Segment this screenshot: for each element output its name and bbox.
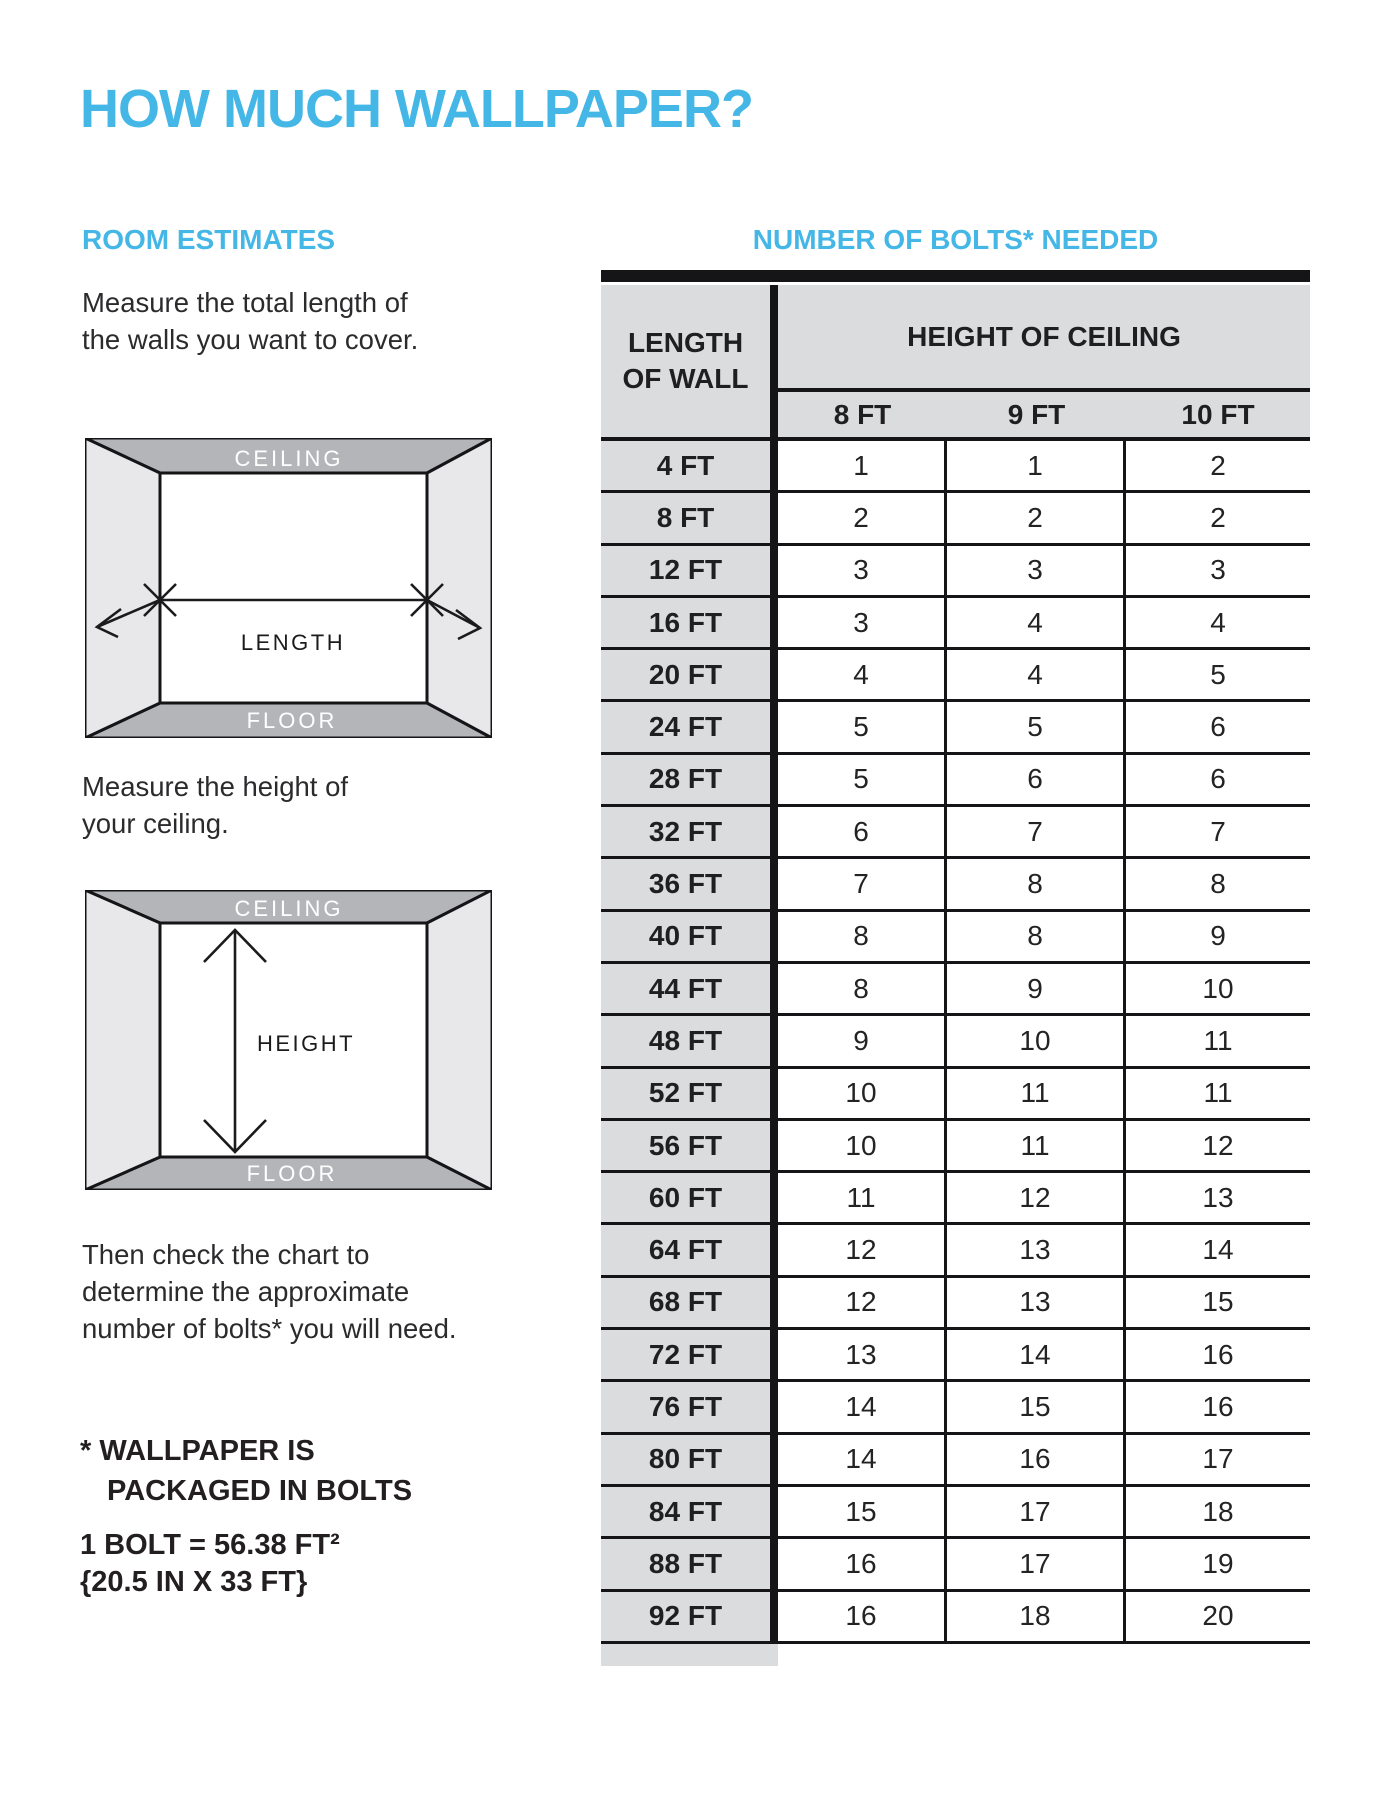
table-row — [601, 1173, 1310, 1225]
value-cell-10ft: 17 — [1126, 1435, 1310, 1487]
value-cell-9ft: 11 — [947, 1069, 1126, 1121]
value-cell-8ft: 8 — [778, 912, 947, 964]
value-cell-10ft: 16 — [1126, 1330, 1310, 1382]
row-label-cell: 28 FT — [601, 755, 778, 807]
table-row — [601, 1069, 1310, 1121]
value-cell-9ft: 7 — [947, 807, 1126, 859]
value-cell-8ft: 3 — [778, 598, 947, 650]
value-cell-10ft: 15 — [1126, 1278, 1310, 1330]
value-cell-10ft: 10 — [1126, 964, 1310, 1016]
row-label-cell: 20 FT — [601, 650, 778, 702]
step3-text — [82, 1236, 457, 1347]
row-label-cell: 92 FT — [601, 1592, 778, 1644]
value-cell-9ft: 10 — [947, 1016, 1126, 1068]
value-cell-10ft: 4 — [1126, 598, 1310, 650]
value-cell-10ft: 20 — [1126, 1592, 1310, 1644]
table-row — [601, 1016, 1310, 1068]
step3-line2: determine the approximate — [82, 1276, 410, 1307]
value-cell-8ft: 16 — [778, 1539, 947, 1591]
row-label-cell: 40 FT — [601, 912, 778, 964]
table-row — [601, 1330, 1310, 1382]
table-top-bar — [601, 270, 1310, 282]
value-cell-8ft: 12 — [778, 1225, 947, 1277]
step2-text — [82, 768, 348, 842]
table-row — [601, 1539, 1310, 1591]
value-cell-8ft: 5 — [778, 755, 947, 807]
value-cell-10ft: 19 — [1126, 1539, 1310, 1591]
bolt-size-info — [80, 1527, 340, 1601]
table-body — [601, 441, 1310, 1644]
row-label-cell: 68 FT — [601, 1278, 778, 1330]
value-cell-9ft: 9 — [947, 964, 1126, 1016]
value-cell-10ft: 9 — [1126, 912, 1310, 964]
room-height-diagram — [85, 890, 492, 1190]
row-label-cell: 76 FT — [601, 1382, 778, 1434]
table-bottom-strip — [601, 1644, 778, 1666]
column-header-8ft: 8 FT — [833, 398, 892, 430]
table-row — [601, 702, 1310, 754]
value-cell-8ft: 9 — [778, 1016, 947, 1068]
table-row — [601, 912, 1310, 964]
value-cell-10ft: 2 — [1126, 441, 1310, 493]
step1-line1: Measure the total length of — [82, 287, 408, 318]
value-cell-8ft: 7 — [778, 859, 947, 911]
value-cell-10ft: 5 — [1126, 650, 1310, 702]
value-cell-10ft: 2 — [1126, 493, 1310, 545]
value-cell-9ft: 1 — [947, 441, 1126, 493]
value-cell-8ft: 14 — [778, 1382, 947, 1434]
value-cell-10ft: 16 — [1126, 1382, 1310, 1434]
table-row — [601, 441, 1310, 493]
value-cell-10ft: 6 — [1126, 702, 1310, 754]
table-row — [601, 964, 1310, 1016]
row-label-cell: 60 FT — [601, 1173, 778, 1225]
floor-label: FLOOR — [246, 708, 338, 733]
footnote-line1: * WALLPAPER IS — [80, 1435, 315, 1467]
value-cell-9ft: 16 — [947, 1435, 1126, 1487]
right-wall-panel — [427, 890, 492, 1190]
step1-text — [82, 284, 418, 358]
row-label-cell: 72 FT — [601, 1330, 778, 1382]
value-cell-8ft: 2 — [778, 493, 947, 545]
value-cell-8ft: 6 — [778, 807, 947, 859]
height-label: HEIGHT — [257, 1031, 356, 1056]
value-cell-8ft: 11 — [778, 1173, 947, 1225]
value-cell-9ft: 13 — [947, 1278, 1126, 1330]
page-title: HOW MUCH WALLPAPER? — [80, 79, 753, 139]
row-label-cell: 64 FT — [601, 1225, 778, 1277]
step1-line2: the walls you want to cover. — [82, 324, 419, 355]
value-cell-9ft: 4 — [947, 650, 1126, 702]
step2-line1: Measure the height of — [82, 771, 349, 802]
value-cell-8ft: 4 — [778, 650, 947, 702]
room-length-diagram — [85, 438, 492, 738]
table-row — [601, 493, 1310, 545]
table-row — [601, 1382, 1310, 1434]
value-cell-8ft: 10 — [778, 1069, 947, 1121]
value-cell-9ft: 6 — [947, 755, 1126, 807]
value-cell-10ft: 18 — [1126, 1487, 1310, 1539]
height-of-ceiling-header: HEIGHT OF CEILING — [778, 285, 1310, 392]
value-cell-8ft: 8 — [778, 964, 947, 1016]
table-row — [601, 1487, 1310, 1539]
table-row — [601, 650, 1310, 702]
table-row — [601, 598, 1310, 650]
length-of-wall-header — [601, 285, 778, 441]
value-cell-10ft: 3 — [1126, 546, 1310, 598]
value-cell-10ft: 12 — [1126, 1121, 1310, 1173]
table-row — [601, 859, 1310, 911]
value-cell-9ft: 17 — [947, 1539, 1126, 1591]
value-cell-9ft: 18 — [947, 1592, 1126, 1644]
value-cell-9ft: 3 — [947, 546, 1126, 598]
table-row — [601, 1435, 1310, 1487]
left-wall-panel — [85, 890, 160, 1190]
ceiling-height-columns — [778, 392, 1310, 441]
value-cell-8ft: 5 — [778, 702, 947, 754]
value-cell-8ft: 1 — [778, 441, 947, 493]
row-label-cell: 36 FT — [601, 859, 778, 911]
row-label-cell: 32 FT — [601, 807, 778, 859]
table-row — [601, 1121, 1310, 1173]
ceiling-label: CEILING — [234, 446, 344, 471]
value-cell-10ft: 11 — [1126, 1069, 1310, 1121]
row-label-cell: 84 FT — [601, 1487, 778, 1539]
value-cell-8ft: 10 — [778, 1121, 947, 1173]
length-header-line2: OF WALL — [622, 363, 749, 394]
row-label-cell: 56 FT — [601, 1121, 778, 1173]
back-wall-panel — [160, 473, 427, 703]
value-cell-10ft: 6 — [1126, 755, 1310, 807]
value-cell-9ft: 8 — [947, 912, 1126, 964]
bolts-needed-table — [601, 270, 1310, 1666]
bolt-dimensions-line: {20.5 IN X 33 FT} — [80, 1566, 308, 1598]
table-row — [601, 546, 1310, 598]
value-cell-9ft: 17 — [947, 1487, 1126, 1539]
row-label-cell: 48 FT — [601, 1016, 778, 1068]
value-cell-10ft: 13 — [1126, 1173, 1310, 1225]
table-row — [601, 1225, 1310, 1277]
row-label-cell: 8 FT — [601, 493, 778, 545]
step2-line2: your ceiling. — [82, 808, 229, 839]
value-cell-8ft: 15 — [778, 1487, 947, 1539]
table-row — [601, 755, 1310, 807]
column-header-9ft: 9 FT — [1007, 398, 1066, 430]
value-cell-9ft: 15 — [947, 1382, 1126, 1434]
value-cell-9ft: 5 — [947, 702, 1126, 754]
length-label: LENGTH — [240, 630, 346, 655]
row-label-cell: 16 FT — [601, 598, 778, 650]
right-wall-panel — [427, 438, 492, 738]
floor-label: FLOOR — [246, 1161, 338, 1186]
value-cell-9ft: 4 — [947, 598, 1126, 650]
room-estimates-heading: ROOM ESTIMATES — [82, 224, 336, 255]
value-cell-10ft: 11 — [1126, 1016, 1310, 1068]
row-label-cell: 44 FT — [601, 964, 778, 1016]
bolts-needed-heading: NUMBER OF BOLTS* NEEDED — [752, 224, 1159, 255]
row-label-cell: 88 FT — [601, 1539, 778, 1591]
step3-line1: Then check the chart to — [82, 1239, 370, 1270]
value-cell-8ft: 14 — [778, 1435, 947, 1487]
footnote-line2: PACKAGED IN BOLTS — [107, 1475, 413, 1507]
column-header-10ft: 10 FT — [1181, 398, 1255, 430]
value-cell-9ft: 13 — [947, 1225, 1126, 1277]
value-cell-8ft: 3 — [778, 546, 947, 598]
row-label-cell: 12 FT — [601, 546, 778, 598]
ceiling-label: CEILING — [234, 896, 344, 921]
row-label-cell: 52 FT — [601, 1069, 778, 1121]
step3-line3: number of bolts* you will need. — [82, 1313, 457, 1344]
value-cell-10ft: 14 — [1126, 1225, 1310, 1277]
value-cell-9ft: 2 — [947, 493, 1126, 545]
length-header-line1: LENGTH — [627, 327, 744, 358]
value-cell-8ft: 16 — [778, 1592, 947, 1644]
table-row — [601, 1592, 1310, 1644]
value-cell-8ft: 13 — [778, 1330, 947, 1382]
bolts-footnote — [80, 1431, 412, 1511]
value-cell-9ft: 12 — [947, 1173, 1126, 1225]
value-cell-8ft: 12 — [778, 1278, 947, 1330]
bolt-area-line: 1 BOLT = 56.38 FT² — [80, 1529, 340, 1561]
row-label-cell: 24 FT — [601, 702, 778, 754]
value-cell-10ft: 7 — [1126, 807, 1310, 859]
table-row — [601, 1278, 1310, 1330]
row-label-cell: 80 FT — [601, 1435, 778, 1487]
value-cell-9ft: 14 — [947, 1330, 1126, 1382]
value-cell-9ft: 11 — [947, 1121, 1126, 1173]
value-cell-10ft: 8 — [1126, 859, 1310, 911]
table-row — [601, 807, 1310, 859]
value-cell-9ft: 8 — [947, 859, 1126, 911]
row-label-cell: 4 FT — [601, 441, 778, 493]
